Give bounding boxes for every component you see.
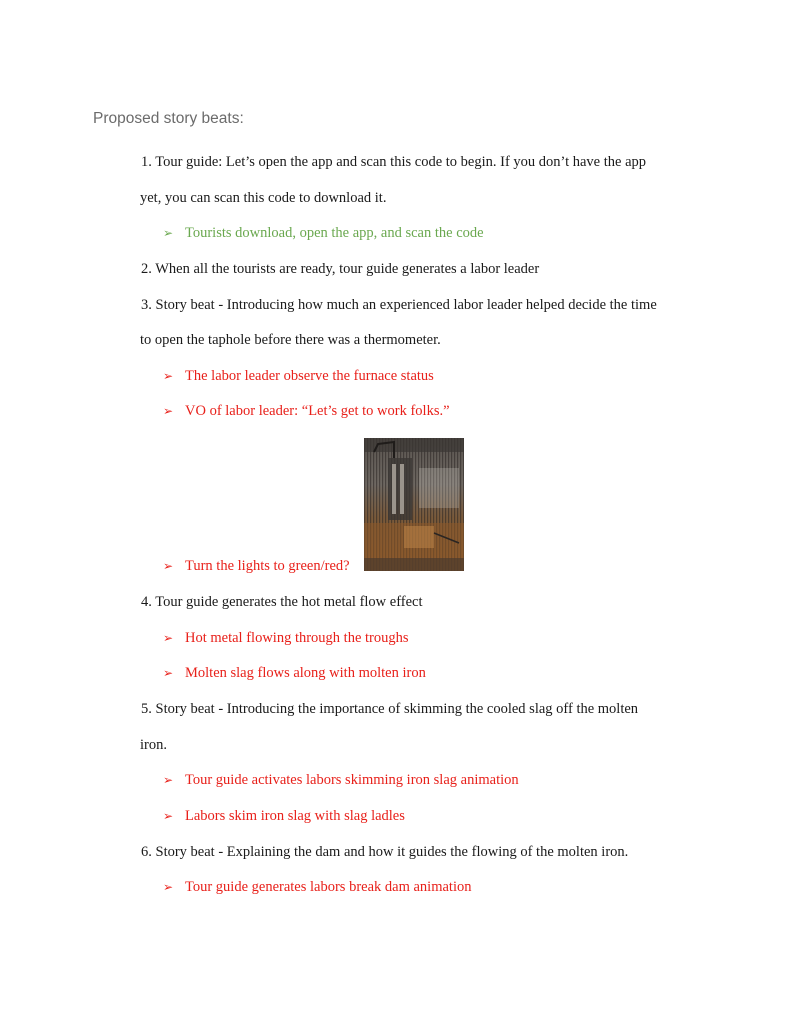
bullet-item [163,771,519,789]
bullet-item [163,878,471,896]
story-beat-5-line-1: 5. Story beat - Introducing the importance of skimming the cooled slag off the molten [141,701,639,717]
story-beat-4: 4. Tour guide generates the hot metal flow effect [141,594,423,610]
arrow-bullet-icon: ➢ [163,773,174,787]
bullet-item [163,402,450,420]
bullet-item [163,807,405,825]
arrow-bullet-icon: ➢ [163,404,174,418]
arrow-bullet-icon: ➢ [163,226,174,240]
bullet-item [163,664,426,682]
furnace-photo [364,438,464,571]
bullet-item [163,557,350,575]
story-beat-3-line-2: to open the taphole before there was a thermometer. [140,332,441,348]
bullet-text: Molten slag flows along with molten iron [185,665,426,681]
bullet-text: Hot metal flowing through the troughs [185,630,409,646]
document-heading: Proposed story beats: [93,110,244,127]
story-beat-6: 6. Story beat - Explaining the dam and how it guides the flowing of the molten iron. [141,844,629,860]
story-beat-2: 2. When all the tourists are ready, tour guide generates a labor leader [141,261,540,277]
bullet-text: Tour guide activates labors skimming iron slag animation [185,772,519,788]
bullet-item [163,224,484,242]
bullet-text: Tour guide generates labors break dam animation [185,879,472,895]
bullet-text: Turn the lights to green/red? [185,558,350,574]
story-beat-1-line-1: 1. Tour guide: Let’s open the app and scan this code to begin. If you don’t have the app [141,154,647,170]
arrow-bullet-icon: ➢ [163,559,174,573]
arrow-bullet-icon: ➢ [163,880,174,894]
bullet-text: Tourists download, open the app, and scan the code [185,225,484,241]
bullet-text: Labors skim iron slag with slag ladles [185,808,405,824]
arrow-bullet-icon: ➢ [163,631,174,645]
arrow-bullet-icon: ➢ [163,666,174,680]
story-beat-3-line-1: 3. Story beat - Introducing how much an experienced labor leader helped decide the time [141,297,657,313]
bullet-item [163,629,409,647]
arrow-bullet-icon: ➢ [163,809,174,823]
story-beat-1-line-2: yet, you can scan this code to download it. [140,190,387,206]
bullet-text: The labor leader observe the furnace status [185,368,434,384]
bullet-text: VO of labor leader: “Let’s get to work folks.” [185,403,450,419]
bullet-item [163,367,434,385]
arrow-bullet-icon: ➢ [163,369,174,383]
story-beat-5-line-2: iron. [140,737,167,753]
